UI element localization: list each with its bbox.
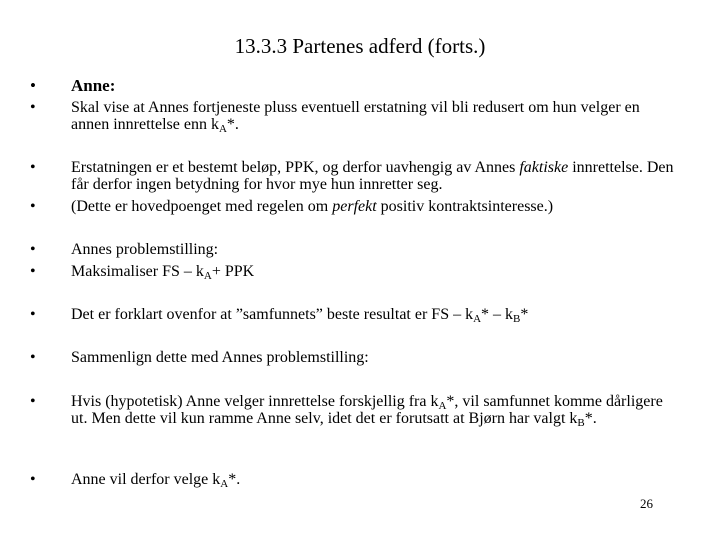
bullet-marker: •: [30, 159, 36, 176]
page-number: 26: [640, 496, 653, 511]
bullet-marker: •: [30, 99, 36, 116]
bullet-marker: •: [30, 198, 36, 215]
bullet-marker: •: [30, 263, 36, 280]
bullet-marker: •: [30, 76, 36, 95]
bullet-text: Det er forklart ovenfor at ”samfunnets” beste resultat er FS – $k_A* - k_B*$: [71, 306, 529, 325]
bullet-text: Erstatningen er et bestemt beløp, PPK, og derfor uavhengig av Annes faktiske innrettelse. Den får derfor ingen betydning for hvor mye hun innretter seg.: [71, 159, 674, 193]
bullet-text: Anne vil derfor velge $k_A*$.: [71, 471, 241, 490]
bullet-marker: •: [30, 393, 36, 410]
bullet-marker: •: [30, 241, 36, 258]
bullet-marker: •: [30, 306, 36, 323]
bullet-text: Skal vise at Annes fortjeneste pluss eventuell erstatning vil bli redusert om hun velger en annen innrettelse enn $k_A*$.: [71, 99, 640, 135]
bullet-text: Annes problemstilling:: [71, 241, 219, 258]
bullet-marker: •: [30, 471, 36, 488]
slide-title: 13.3.3 Partenes adferd (forts.): [234, 34, 486, 58]
bullet-text: Hvis (hypotetisk) Anne velger innrettelse forskjellig fra $k_A*$, vil samfunnet komme dårligere ut. Men dette vil kun ramme Anne selv, idet det er forutsatt at Bjørn har valgt $k_B*$.: [71, 393, 663, 429]
bullet-text: (Dette er hovedpoenget med regelen om perfekt positiv kontraktsinteresse.): [71, 198, 554, 215]
bullet-marker: •: [30, 349, 36, 366]
bullet-text: Maksimaliser FS – $k_A+$ PPK: [71, 263, 255, 282]
bullet-text: Anne:: [71, 76, 116, 95]
bullet-text: Sammenlign dette med Annes problemstilling:: [71, 349, 369, 366]
